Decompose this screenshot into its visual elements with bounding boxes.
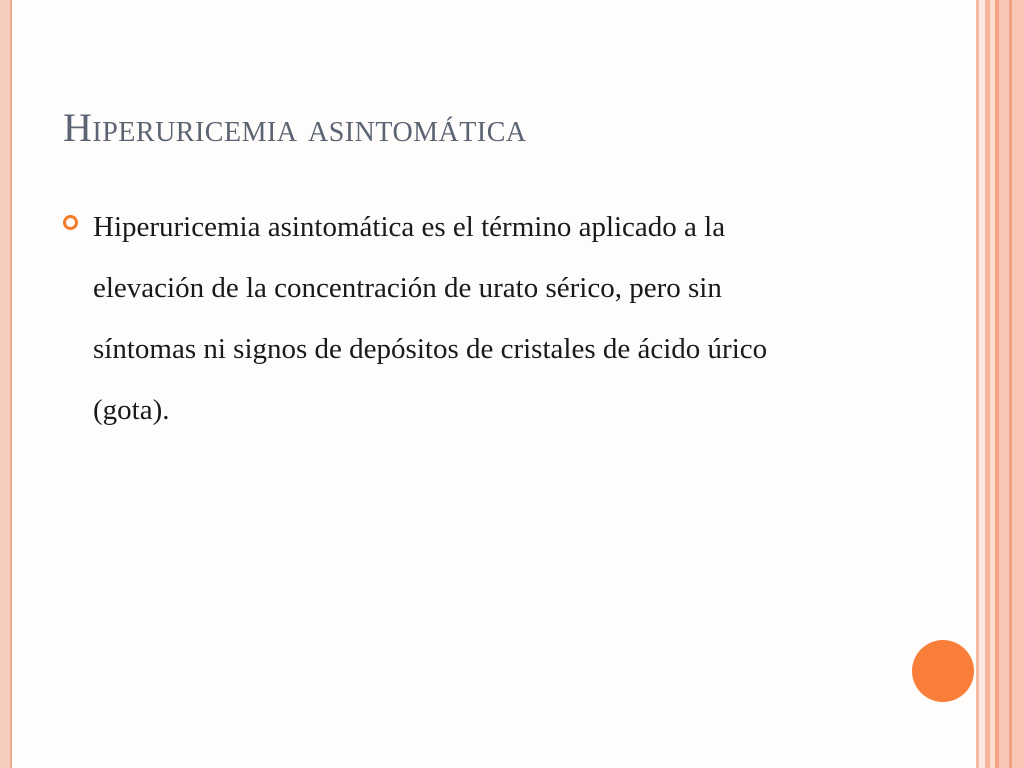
- orange-circle-decoration: [912, 640, 974, 702]
- left-frame-line: [10, 0, 12, 768]
- right-stripe: [999, 0, 1009, 768]
- bullet-text: Hiperuricemia asintomática es el término aplicado a la elevación de la concentración de urato sérico, pero sin síntomas ni signos de depósitos de cristales de ácido úrico (gota).: [93, 211, 768, 426]
- ring-bullet-icon: [63, 215, 78, 230]
- slide-title: Hiperuricemia asintomática: [63, 105, 527, 150]
- right-stripe: [1012, 0, 1024, 768]
- left-frame-bar: [0, 0, 10, 768]
